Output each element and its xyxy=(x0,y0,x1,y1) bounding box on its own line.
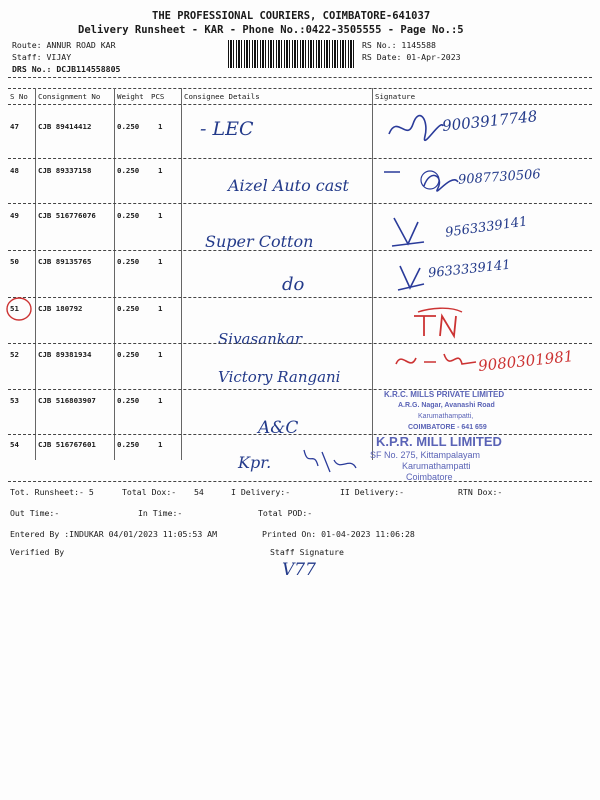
ii-delivery: II Delivery:- xyxy=(340,487,405,497)
out-time: Out Time:- xyxy=(10,508,60,518)
row-divider xyxy=(8,389,592,390)
stamp-line: Karumathampatti xyxy=(402,461,471,471)
drs-number: DRS No.: DCJB114558805 xyxy=(12,64,121,74)
row-pcs: 1 xyxy=(158,396,163,405)
stamp-line: Karumathampatti, xyxy=(418,413,474,420)
row-weight: 0.250 xyxy=(117,211,140,220)
row-sno: 50 xyxy=(10,257,19,266)
row-pcs: 1 xyxy=(158,211,163,220)
row-consignee: do xyxy=(282,274,305,295)
rtn-dox: RTN Dox:- xyxy=(458,487,503,497)
col-signature: Signature xyxy=(375,92,416,101)
row-weight: 0.250 xyxy=(117,166,140,175)
i-delivery: I Delivery:- xyxy=(231,487,291,497)
staff-signature-mark: V77 xyxy=(282,560,316,580)
col-weight: Weight xyxy=(117,92,144,101)
signature-mark xyxy=(385,112,445,146)
rs-date: RS Date: 01-Apr-2023 xyxy=(362,52,461,62)
rs-number: RS No.: 1145588 xyxy=(362,40,436,50)
row-weight: 0.250 xyxy=(117,257,140,266)
company-title: THE PROFESSIONAL COURIERS, COIMBATORE-641037 xyxy=(152,10,431,22)
staff-label: Staff: VIJAY xyxy=(12,52,72,62)
row-divider xyxy=(8,158,592,159)
row-sign-note: 9080301981 xyxy=(477,347,575,375)
stamp-line: SF No. 275, Kittampalayam xyxy=(370,450,481,460)
stamp-line: K.P.R. MILL LIMITED xyxy=(376,434,502,449)
signature-mark xyxy=(396,262,426,294)
row-divider xyxy=(8,203,592,204)
row-sno: 53 xyxy=(10,396,19,405)
header-divider-2 xyxy=(8,88,592,89)
row-cn: CJB 180792 xyxy=(38,304,83,313)
row-pcs: 1 xyxy=(158,122,163,131)
stamp-line: COIMBATORE - 641 659 xyxy=(408,424,487,431)
printed-on: Printed On: 01-04-2023 11:06:28 xyxy=(262,529,415,539)
signature-mark xyxy=(300,446,360,476)
row-consignee: Super Cotton xyxy=(205,232,314,251)
row-sno: 47 xyxy=(10,122,19,131)
row-divider xyxy=(8,434,592,435)
row-sno: 48 xyxy=(10,166,19,175)
total-dox-label: Total Dox:- xyxy=(122,487,177,497)
row-pcs: 1 xyxy=(158,440,163,449)
row-sno: 54 xyxy=(10,440,19,449)
row-divider xyxy=(8,343,592,344)
tot-runsheet: Tot. Runsheet:- 5 xyxy=(10,487,94,497)
col-consignment: Consignment No xyxy=(38,92,101,101)
row-consignee: - LEC xyxy=(200,118,254,140)
verified-by: Verified By xyxy=(10,547,65,557)
row-sign-note: 9563339141 xyxy=(444,214,529,241)
header-divider xyxy=(8,77,592,78)
runsheet-subtitle: Delivery Runsheet - KAR - Phone No.:0422-3505555 - Page No.:5 xyxy=(78,24,464,36)
row-cn: CJB 516803907 xyxy=(38,396,96,405)
row-sno: 52 xyxy=(10,350,19,359)
signature-mark xyxy=(380,162,460,200)
col-consignee: Consignee Details xyxy=(184,92,260,101)
col-pcs: PCS xyxy=(151,92,165,101)
col-sno: S No xyxy=(10,92,28,101)
row-consignee: Aizel Auto cast xyxy=(228,176,349,195)
table-bottom-divider xyxy=(8,481,592,482)
row-divider xyxy=(8,297,592,298)
row-consignee: Kpr. xyxy=(238,453,272,472)
col-rule xyxy=(372,88,373,460)
col-rule xyxy=(114,88,115,460)
signature-mark xyxy=(392,346,478,374)
in-time: In Time:- xyxy=(138,508,183,518)
signature-mark xyxy=(388,214,438,250)
row-cn: CJB 89337158 xyxy=(38,166,92,175)
stamp-line: A.R.G. Nagar, Avanashi Road xyxy=(398,402,495,409)
row-pcs: 1 xyxy=(158,304,163,313)
row-sno: 49 xyxy=(10,211,19,220)
row-consignee: Victory Rangani xyxy=(218,368,341,386)
route-label: Route: ANNUR ROAD KAR xyxy=(12,40,116,50)
row-sno: 51 xyxy=(10,304,19,313)
total-pod: Total POD:- xyxy=(258,508,313,518)
row-cn: CJB 89414412 xyxy=(38,122,92,131)
total-dox-value: 54 xyxy=(194,487,204,497)
entered-by: Entered By :INDUKAR 04/01/2023 11:05:53 AM xyxy=(10,529,218,539)
row-weight: 0.250 xyxy=(117,440,140,449)
row-sign-note: 9003917748 xyxy=(441,107,539,135)
row-sign-note: 9087730506 xyxy=(457,167,542,188)
row-pcs: 1 xyxy=(158,166,163,175)
row-consignee: Sivasankar xyxy=(218,330,302,348)
stamp-line: K.R.C. MILLS PRIVATE LIMITED xyxy=(384,390,505,399)
row-weight: 0.250 xyxy=(117,396,140,405)
col-rule xyxy=(35,88,36,460)
row-divider xyxy=(8,250,592,251)
row-weight: 0.250 xyxy=(117,350,140,359)
row-pcs: 1 xyxy=(158,350,163,359)
row-cn: CJB 516776076 xyxy=(38,211,96,220)
staff-signature-label: Staff Signature xyxy=(270,547,344,557)
table-head-divider xyxy=(8,104,592,105)
col-rule xyxy=(181,88,182,460)
row-sign-note: 9633339141 xyxy=(427,257,512,282)
barcode xyxy=(228,40,356,68)
signature-mark xyxy=(410,306,470,342)
row-weight: 0.250 xyxy=(117,122,140,131)
stamp-line: Coimbatore xyxy=(406,472,453,482)
row-weight: 0.250 xyxy=(117,304,140,313)
row-cn: CJB 89381934 xyxy=(38,350,92,359)
row-cn: CJB 89135765 xyxy=(38,257,92,266)
row-pcs: 1 xyxy=(158,257,163,266)
row-cn: CJB 516767601 xyxy=(38,440,96,449)
row-consignee-note: A&C xyxy=(258,418,299,438)
